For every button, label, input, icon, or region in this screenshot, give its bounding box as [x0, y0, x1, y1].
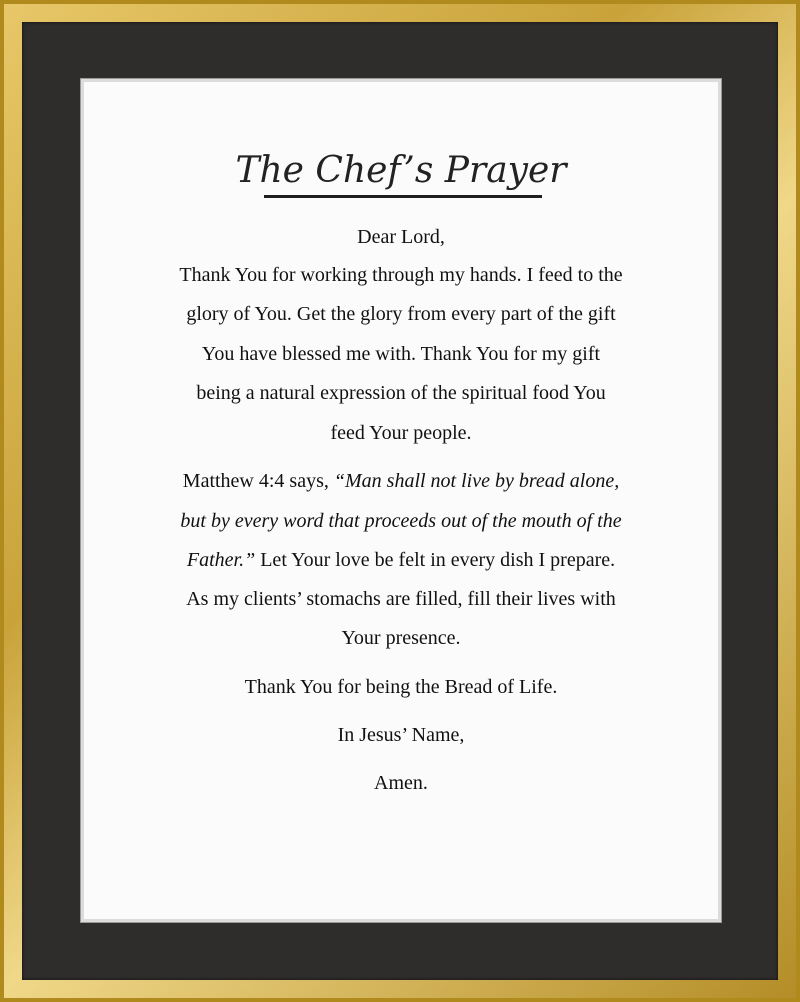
prayer-text: Let Your love be felt in every dish I prepare. [255, 549, 616, 571]
prayer-line: Your presence. [341, 627, 461, 649]
prayer-title: The Chef’s Prayer [235, 150, 567, 191]
greeting: Dear Lord, [357, 226, 445, 248]
prayer-line: You have blessed me with. Thank You for my gift [201, 343, 601, 365]
scripture-line [84, 548, 718, 572]
prayer-line: being a natural expression of the spiritual food You [196, 382, 606, 404]
prayer-line: As my clients’ stomachs are filled, fill their lives with [186, 588, 616, 610]
scripture-line [84, 509, 718, 533]
closing-line: Thank You for being the Bread of Life. [244, 676, 558, 698]
prayer-line: feed Your people. [330, 422, 472, 444]
amen: Amen. [374, 772, 428, 794]
scripture-reference: Matthew 4:4 says, [182, 470, 334, 492]
prayer-line: Thank You for working through my hands. I feed to the [179, 264, 623, 286]
scripture-quote: “Man shall not live by bread alone, [333, 470, 620, 492]
title-underline [264, 195, 542, 198]
scripture-line [84, 469, 718, 493]
scripture-quote: but by every word that proceeds out of the mouth of the [180, 510, 622, 532]
prayer-line: glory of You. Get the glory from every part of the gift [186, 303, 616, 325]
closing-line: In Jesus’ Name, [337, 724, 465, 746]
scripture-quote: Father.” [186, 549, 256, 571]
